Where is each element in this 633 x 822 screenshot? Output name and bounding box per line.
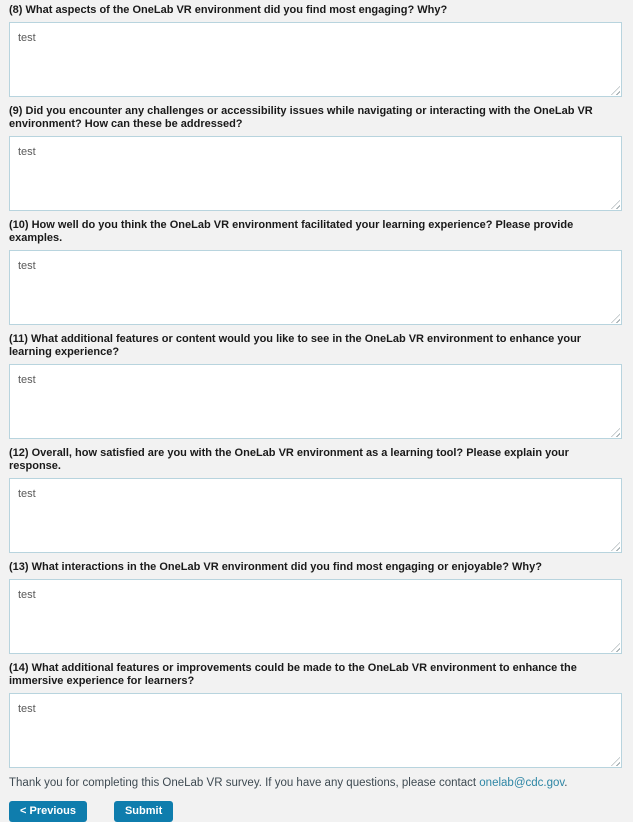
answer-textarea[interactable] (9, 136, 622, 211)
question-block (9, 561, 622, 654)
answer-field-wrap (9, 364, 622, 439)
answer-field-wrap (9, 250, 622, 325)
thank-you-text (9, 776, 622, 790)
button-row (9, 801, 622, 822)
question-block (9, 4, 622, 97)
answer-textarea[interactable] (9, 364, 622, 439)
answer-field-wrap (9, 478, 622, 553)
question-label: (14) What additional features or improvements could be made to the OneLab VR environment to enhance the immersive experience for learners? (9, 662, 577, 687)
thank-you-prefix: Thank you for completing this OneLab VR survey. If you have any questions, please contact (9, 777, 480, 789)
answer-textarea[interactable] (9, 579, 622, 654)
answer-textarea[interactable] (9, 693, 622, 768)
answer-textarea[interactable] (9, 478, 622, 553)
question-block (9, 662, 622, 768)
answer-textarea[interactable] (9, 22, 622, 97)
question-block (9, 219, 622, 325)
question-label: (8) What aspects of the OneLab VR environment did you find most engaging? Why? (9, 4, 448, 16)
answer-field-wrap (9, 579, 622, 654)
question-block (9, 105, 622, 211)
previous-button[interactable]: < Previous (9, 801, 87, 822)
answer-field-wrap (9, 136, 622, 211)
contact-email-link[interactable]: onelab@cdc.gov (479, 777, 565, 789)
submit-button[interactable]: Submit (114, 801, 173, 822)
thank-you-suffix: . (564, 777, 568, 789)
question-block (9, 333, 622, 439)
question-block (9, 447, 622, 553)
answer-field-wrap (9, 693, 622, 768)
answer-textarea[interactable] (9, 250, 622, 325)
question-label: (9) Did you encounter any challenges or accessibility issues while navigating or interacting with the OneLab VR environment? How can these be addressed? (9, 105, 593, 130)
question-label: (12) Overall, how satisfied are you with the OneLab VR environment as a learning tool? Please explain your response. (9, 447, 569, 472)
question-label: (10) How well do you think the OneLab VR environment facilitated your learning experience? Please provide examples. (9, 219, 574, 244)
answer-field-wrap (9, 22, 622, 97)
question-label: (13) What interactions in the OneLab VR environment did you find most engaging or enjoyable? Why? (9, 561, 542, 573)
question-label: (11) What additional features or content would you like to see in the OneLab VR environment to enhance your learning experience? (9, 333, 582, 358)
questions-list (9, 4, 622, 768)
